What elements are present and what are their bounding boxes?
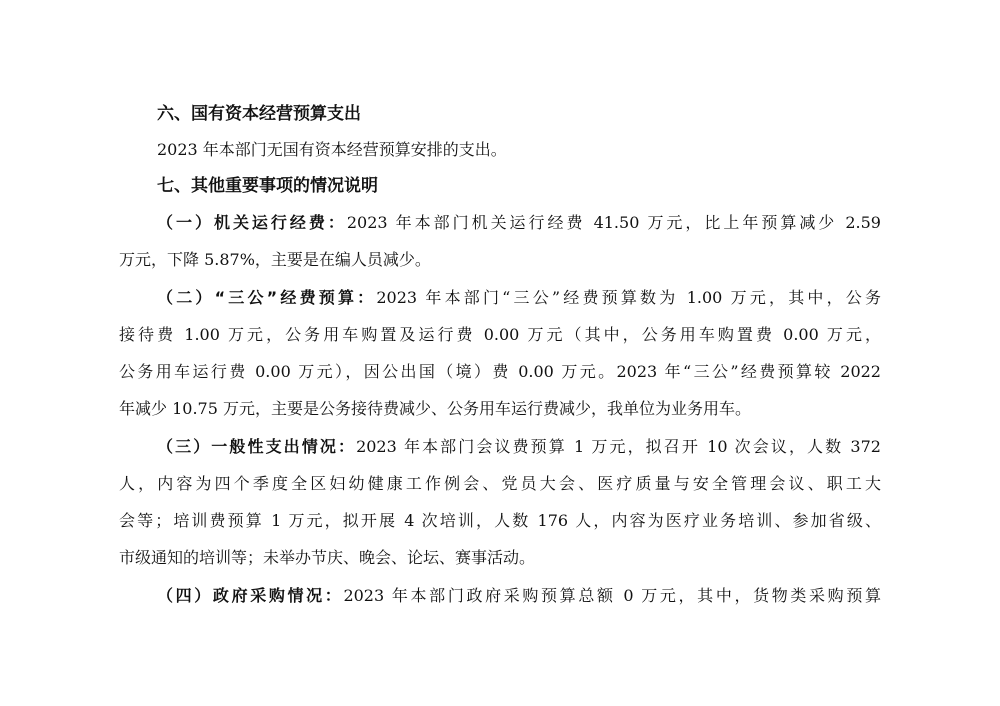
item3-line1-text: 2023 年本部门会议费预算 1 万元，拟召开 10 次会议，人数 372 [356,437,881,456]
item4-label: （四）政府采购情况： [157,586,344,605]
item4-line1 [157,586,881,606]
item1-line2: 万元，下降 5.87%，主要是在编人员减少。 [119,250,431,269]
item3-line2: 人，内容为四个季度全区妇幼健康工作例会、党员大会、医疗质量与安全管理会议、职工大 [119,474,881,493]
item4-line1-text: 2023 年本部门政府采购预算总额 0 万元，其中，货物类采购预算 [343,586,881,605]
item2-label: （二）“三公”经费预算： [157,288,377,307]
section6-heading: 六、国有资本经营预算支出 [157,104,361,124]
item2-line3: 公务用车运行费 0.00 万元），因公出国（境）费 0.00 万元。2023 年“三公”经费预算较 2022 [119,362,881,381]
section7-heading: 七、其他重要事项的情况说明 [157,176,378,196]
item3-label: （三）一般性支出情况： [157,437,357,456]
item3-line1 [157,437,881,457]
item1-line1 [157,213,881,233]
item2-line4: 年减少 10.75 万元，主要是公务接待费减少、公务用车运行费减少，我单位为业务用车。 [119,399,751,418]
item3-line3: 会等；培训费预算 1 万元，拟开展 4 次培训，人数 176 人，内容为医疗业务培训、参加省级、 [119,511,881,530]
item2-line1 [157,288,881,308]
item1-label: （一）机关运行经费： [157,213,347,232]
item3-line4: 市级通知的培训等；未举办节庆、晚会、论坛、赛事活动。 [119,548,536,567]
item2-line1-text: 2023 年本部门“三公”经费预算数为 1.00 万元，其中，公务 [376,288,881,307]
item1-line1-text: 2023 年本部门机关运行经费 41.50 万元，比上年预算减少 2.59 [346,213,881,232]
section6-text: 2023 年本部门无国有资本经营预算安排的支出。 [157,140,507,159]
item2-line2: 接待费 1.00 万元，公务用车购置及运行费 0.00 万元（其中，公务用车购置费 0.00 万元， [119,325,881,344]
